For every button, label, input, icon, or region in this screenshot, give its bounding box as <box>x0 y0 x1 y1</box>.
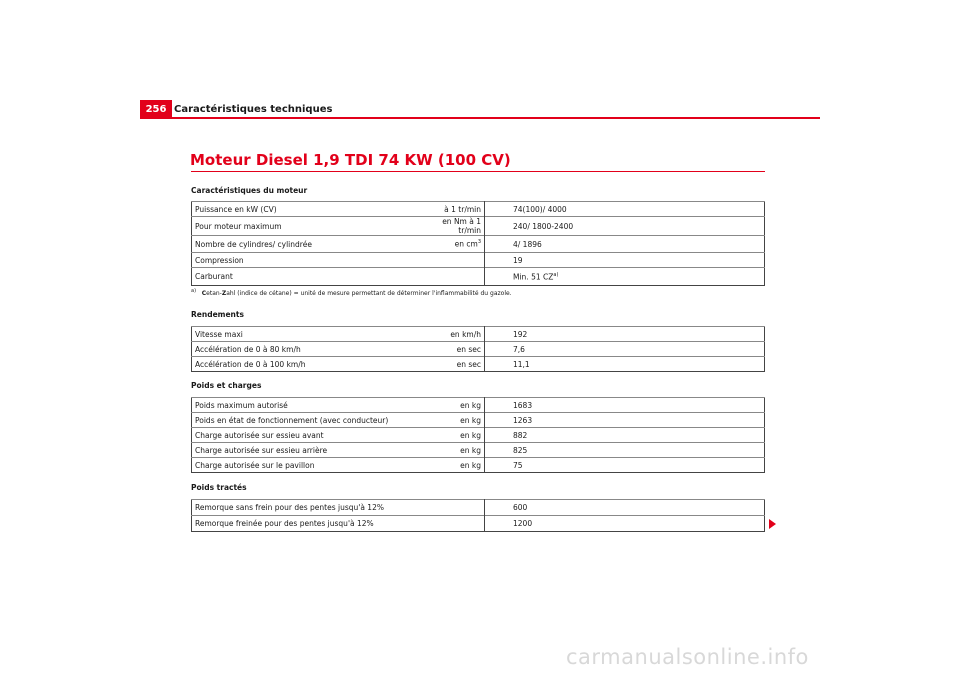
row-value: 600 <box>485 500 765 516</box>
table-row <box>192 428 765 443</box>
footnote-bold-z: Z <box>221 290 227 297</box>
row-unit: en sec <box>428 357 485 372</box>
footnote-text: ahl (indice de cétane) = unité de mesure permettant de déterminer l'inflammabilité du gazole. <box>226 290 512 297</box>
unit-text: en cm <box>454 239 478 249</box>
row-unit <box>428 268 485 286</box>
footnote-text: etan- <box>206 290 222 297</box>
row-value: 1683 <box>485 398 765 413</box>
row-unit: en kg <box>428 428 485 443</box>
row-label: Carburant <box>192 268 429 286</box>
row-unit: en Nm à 1 tr/min <box>428 217 485 236</box>
row-label: Vitesse maxi <box>192 327 429 342</box>
table-row <box>192 268 765 286</box>
table-row <box>192 327 765 342</box>
table-row <box>192 357 765 372</box>
row-unit <box>428 236 485 253</box>
table-row <box>192 253 765 268</box>
row-value: 7,6 <box>485 342 765 357</box>
row-value: 240/ 1800-2400 <box>485 217 765 236</box>
row-label: Pour moteur maximum <box>192 217 429 236</box>
row-unit <box>428 253 485 268</box>
unit-superscript: 3 <box>477 239 481 246</box>
next-page-arrow-icon[interactable] <box>769 519 776 529</box>
row-label: Charge autorisée sur le pavillon <box>192 458 429 473</box>
row-label: Nombre de cylindres/ cylindrée <box>192 236 429 253</box>
table-row <box>192 458 765 473</box>
heading-rendements: Rendements <box>191 310 244 319</box>
value-text: Min. 51 CZ <box>513 272 554 282</box>
table-moteur <box>191 201 765 286</box>
section-title: Caractéristiques techniques <box>174 104 333 115</box>
table-row <box>192 342 765 357</box>
heading-tractes: Poids tractés <box>191 483 247 492</box>
row-label: Accélération de 0 à 100 km/h <box>192 357 429 372</box>
row-value: 4/ 1896 <box>485 236 765 253</box>
row-label: Poids en état de fonctionnement (avec conducteur) <box>192 413 429 428</box>
page-number: 256 <box>140 100 172 118</box>
table-row <box>192 398 765 413</box>
row-label: Poids maximum autorisé <box>192 398 429 413</box>
page-title: Moteur Diesel 1,9 TDI 74 KW (100 CV) <box>190 151 511 169</box>
row-value <box>485 268 765 286</box>
footnote-ref: a) <box>553 271 559 278</box>
row-value: 19 <box>485 253 765 268</box>
table-row <box>192 236 765 253</box>
row-label: Charge autorisée sur essieu avant <box>192 428 429 443</box>
table-rendements <box>191 326 765 372</box>
watermark: carmanualsonline.info <box>566 645 809 669</box>
row-value: 825 <box>485 443 765 458</box>
row-value: 75 <box>485 458 765 473</box>
table-row <box>192 202 765 217</box>
row-label: Charge autorisée sur essieu arrière <box>192 443 429 458</box>
table-row <box>192 516 765 532</box>
heading-poids: Poids et charges <box>191 381 262 390</box>
title-rule <box>191 171 765 172</box>
row-unit: en kg <box>428 443 485 458</box>
row-unit <box>428 516 485 532</box>
row-value: 192 <box>485 327 765 342</box>
footnote-bold-c: C <box>201 290 207 297</box>
row-value: 11,1 <box>485 357 765 372</box>
row-value: 74(100)/ 4000 <box>485 202 765 217</box>
row-label: Remorque freinée pour des pentes jusqu'à 12% <box>192 516 429 532</box>
footnote <box>191 288 512 297</box>
row-unit: à 1 tr/min <box>428 202 485 217</box>
row-unit <box>428 500 485 516</box>
table-row <box>192 443 765 458</box>
row-unit: en kg <box>428 458 485 473</box>
row-value: 1263 <box>485 413 765 428</box>
row-value: 1200 <box>485 516 765 532</box>
table-tractes <box>191 499 765 532</box>
row-unit: en kg <box>428 413 485 428</box>
header-rule <box>140 117 820 119</box>
footnote-marker: a) <box>191 288 197 294</box>
row-label: Puissance en kW (CV) <box>192 202 429 217</box>
table-poids <box>191 397 765 473</box>
table-row <box>192 217 765 236</box>
row-unit: en km/h <box>428 327 485 342</box>
row-label: Accélération de 0 à 80 km/h <box>192 342 429 357</box>
row-unit: en kg <box>428 398 485 413</box>
table-row <box>192 500 765 516</box>
row-label: Compression <box>192 253 429 268</box>
row-label: Remorque sans frein pour des pentes jusqu'à 12% <box>192 500 429 516</box>
heading-moteur: Caractéristiques du moteur <box>191 186 308 195</box>
table-row <box>192 413 765 428</box>
row-unit: en sec <box>428 342 485 357</box>
row-value: 882 <box>485 428 765 443</box>
